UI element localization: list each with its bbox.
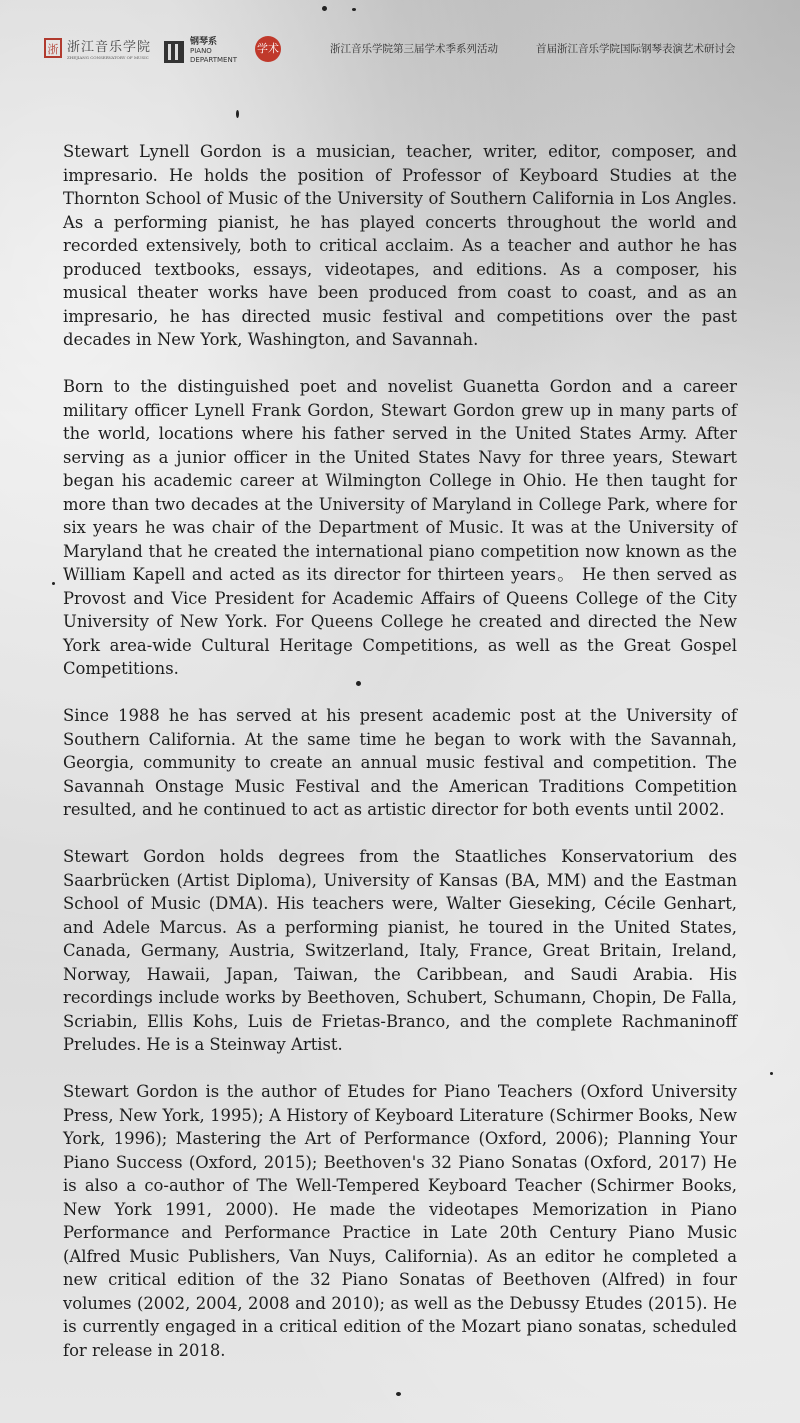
dust-speck bbox=[322, 6, 327, 11]
biography-text bbox=[63, 140, 737, 1386]
event-title-1: 浙江音乐学院第三届学术季系列活动 bbox=[330, 43, 498, 55]
dust-speck bbox=[236, 110, 239, 118]
dust-speck bbox=[352, 8, 356, 11]
paragraph-usc-career: Since 1988 he has served at his present academic post at the University of Southern California. At the same time he began to work with the Savannah, Georgia, community to create an annual music festival and competition. The Savannah Onstage Music Festival and the American Traditions Competition resulted, and he continued to act as artistic director for both events until 2002. bbox=[63, 706, 737, 819]
department-cn: 钢琴系 bbox=[190, 37, 218, 47]
paragraph-publications: Stewart Gordon is the author of Etudes for Piano Teachers (Oxford University Press, New York, 1995); A History of Keyboard Literature (Schirmer Books, New York, 1996); Mastering the Art of Performance (Oxford, 2006); Planning Your Piano Success (Oxford, 2015); Beethoven's 32 Piano Sonatas (Oxford, 2017) He is also a co-author of The Well-Tempered Keyboard Teacher (Schirmer Books, New York 1991, 2000). He made the videotapes Memorization in Piano Performance and Performance Practice in Late 20th Century Piano Music (Alfred Music Publishers, Van Nuys, California). As an editor he completed a new critical edition of the 32 Piano Sonatas of Beethoven (Alfred) in four volumes (2002, 2004, 2008 and 2010); as well as the Debussy Etudes (2015). He is currently engaged in a critical edition of the Mozart piano sonatas, scheduled for release in 2018. bbox=[63, 1082, 737, 1360]
school-logo bbox=[44, 36, 151, 60]
piano-department-logo bbox=[164, 38, 237, 65]
dust-speck bbox=[770, 1072, 773, 1075]
dust-speck bbox=[52, 582, 55, 585]
school-name-en: ZHEJIANG CONSERVATORY OF MUSIC bbox=[67, 55, 149, 60]
department-en-2: DEPARTMENT bbox=[190, 56, 237, 64]
paragraph-education: Stewart Gordon holds degrees from the Staatliches Konservatorium des Saarbrücken (Artist Diploma), University of Kansas (BA, MM) and the Eastman School of Music (DMA). His teachers were, Walter Gieseking, Cécile Genhart, and Adele Marcus. As a performing pianist, he toured in the United States, Canada, Germany, Austria, Switzerland, Italy, France, Great Britain, Ireland, Norway, Hawaii, Japan, Taiwan, the Caribbean, and Saudi Arabia. His recordings include works by Beethoven, Schubert, Schumann, Chopin, De Falla, Scriabin, Ellis Kohs, Luis de Frietas-Branco, and the complete Rachmaninoff Preludes. He is a Steinway Artist. bbox=[63, 847, 737, 1054]
paragraph-introduction: Stewart Lynell Gordon is a musician, teacher, writer, editor, composer, and impresario. He holds the position of Professor of Keyboard Studies at the Thornton School of Music of the University of Southern California in Los Angles. As a performing pianist, he has played concerts throughout the world and recorded extensively, both to critical acclaim. As a teacher and author he has produced textbooks, essays, videotapes, and editions. As a composer, his musical theater works have been produced from coast to coast, and as an impresario, he has directed music festival and competitions over the past decades in New York, Washington, and Savannah. bbox=[63, 142, 737, 349]
department-en-1: PIANO bbox=[190, 47, 212, 55]
academic-season-emblem-icon: 学术 bbox=[255, 36, 281, 62]
school-seal-icon: 浙 bbox=[44, 38, 62, 58]
dust-speck bbox=[396, 1392, 401, 1396]
school-name-cn: 浙江音乐学院 bbox=[67, 40, 152, 55]
school-name bbox=[67, 36, 151, 60]
piano-department-text bbox=[190, 38, 237, 65]
paragraph-early-life: Born to the distinguished poet and novelist Guanetta Gordon and a career military officer Lynell Frank Gordon, Stewart Gordon grew up in many parts of the world, locations where his father served in the United States Army. After serving as a junior officer in the United States Navy for three years, Stewart began his academic career at Wilmington College in Ohio. He then taught for more than two decades at the University of Maryland in College Park, where for six years he was chair of the Department of Music. It was at the University of Maryland that he created the international piano competition now known as the William Kapell and acted as its director for thirteen years。 He then served as Provost and Vice President for Academic Affairs of Queens College of the City University of New York. For Queens College he created and directed the New York area-wide Cultural Heritage Competitions, as well as the Great Gospel Competitions. bbox=[63, 377, 737, 678]
event-title-2: 首届浙江音乐学院国际钢琴表演艺术研讨会 bbox=[536, 43, 736, 55]
page-header bbox=[0, 0, 800, 95]
piano-keys-icon bbox=[164, 41, 184, 63]
